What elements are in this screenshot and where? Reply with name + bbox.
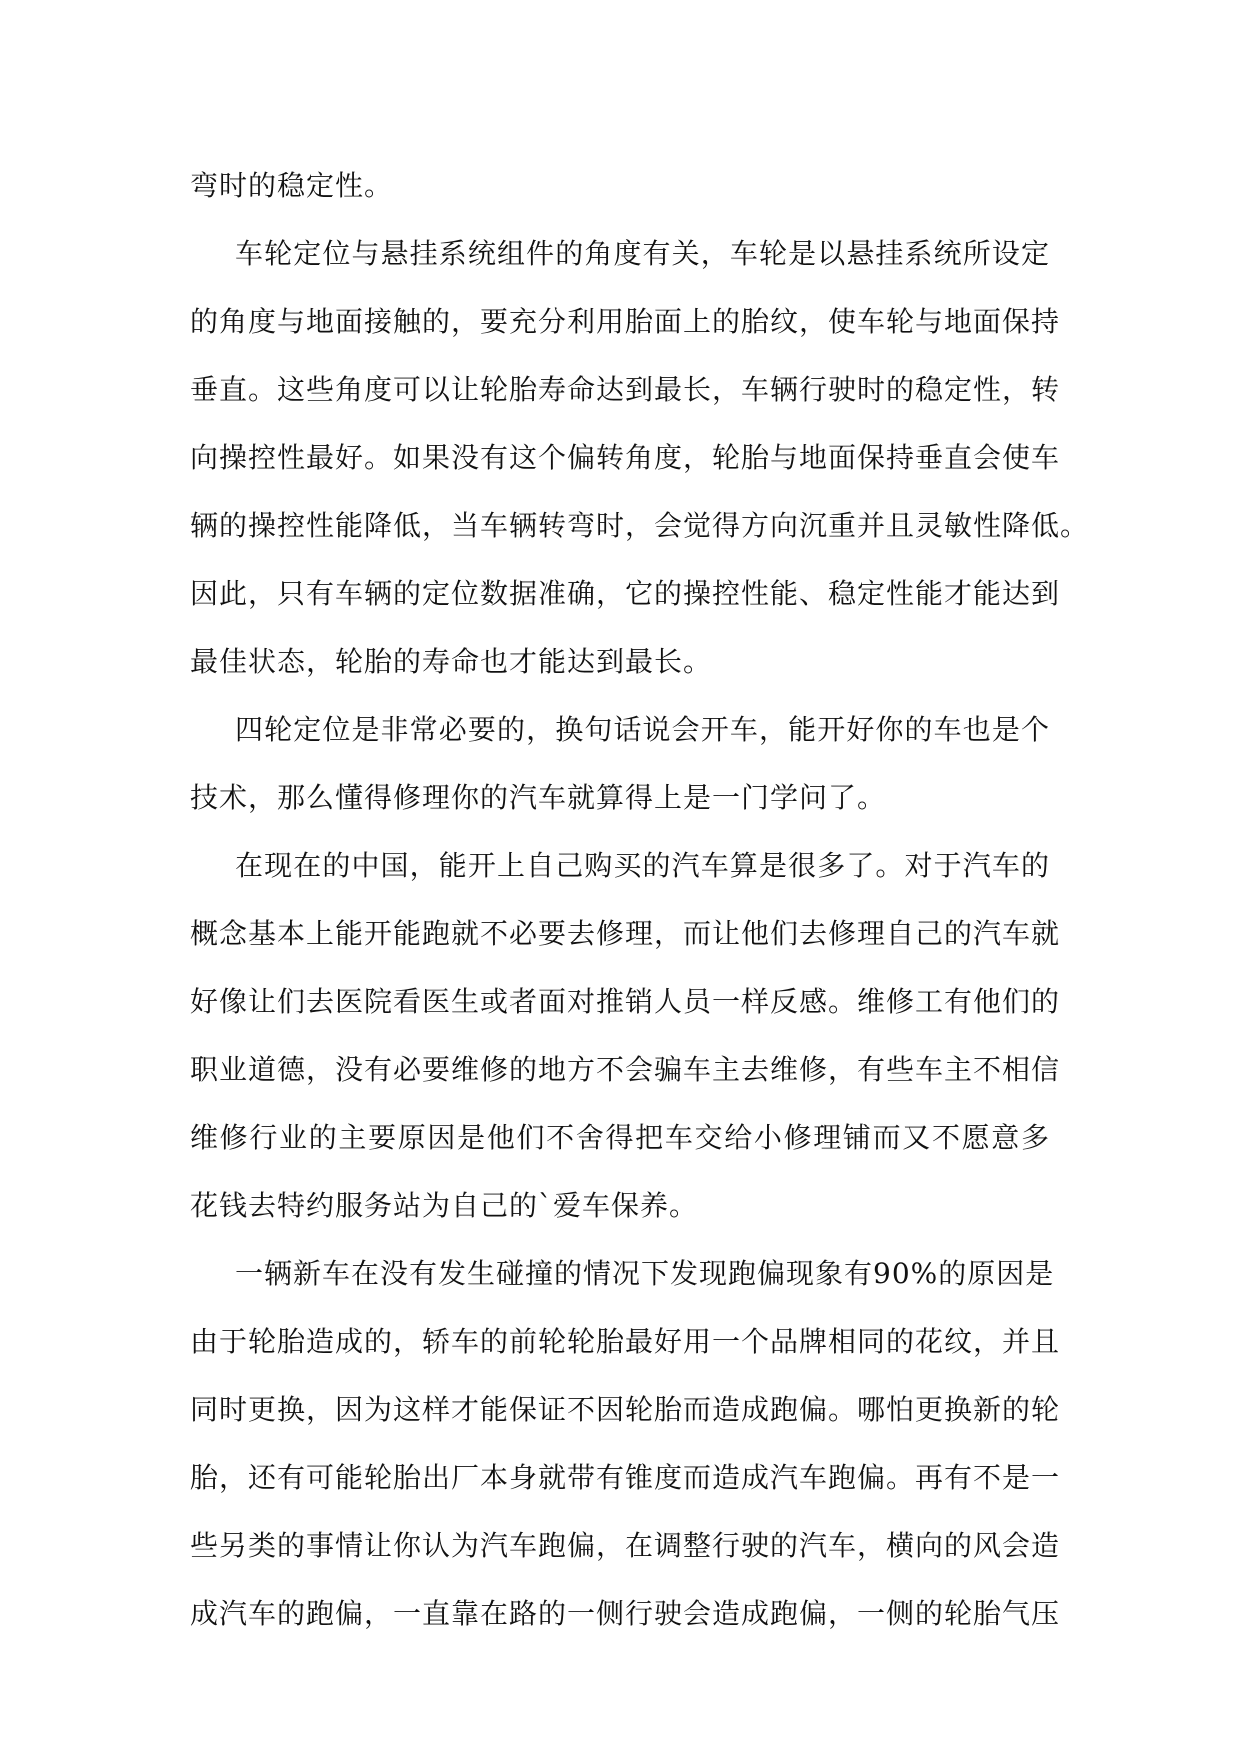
text-line: 在现在的中国，能开上自己购买的汽车算是很多了。对于汽车的 <box>235 849 1050 882</box>
text-line: 辆的操控性能降低，当车辆转弯时，会觉得方向沉重并且灵敏性降低。 <box>190 509 1090 542</box>
text-line: 成汽车的跑偏，一直靠在路的一侧行驶会造成跑偏，一侧的轮胎气压 <box>190 1597 1061 1630</box>
text-line: 好像让们去医院看医生或者面对推销人员一样反感。维修工有他们的 <box>190 985 1061 1018</box>
text-line: 职业道德，没有必要维修的地方不会骗车主去维修，有些车主不相信 <box>190 1053 1061 1086</box>
text-line: 概念基本上能开能跑就不必要去修理，而让他们去修理自己的汽车就 <box>190 917 1061 950</box>
text-line: 弯时的稳定性。 <box>190 169 394 202</box>
text-line: 由于轮胎造成的，轿车的前轮轮胎最好用一个品牌相同的花纹，并且 <box>190 1325 1061 1358</box>
document-page <box>190 152 1090 1648</box>
text-line: 最佳状态，轮胎的寿命也才能达到最长。 <box>190 645 713 678</box>
text-line: 些另类的事情让你认为汽车跑偏，在调整行驶的汽车，横向的风会造 <box>190 1529 1061 1562</box>
text-line: 技术，那么懂得修理你的汽车就算得上是一门学问了。 <box>190 781 887 814</box>
text-line: 因此，只有车辆的定位数据准确，它的操控性能、稳定性能才能达到 <box>190 577 1061 610</box>
paragraph <box>190 220 1090 696</box>
paragraph <box>190 1240 1061 1648</box>
text-line: 同时更换，因为这样才能保证不因轮胎而造成跑偏。哪怕更换新的轮 <box>190 1393 1061 1426</box>
text-line: 维修行业的主要原因是他们不舍得把车交给小修理铺而又不愿意多 <box>190 1121 1050 1154</box>
text-line: 一辆新车在没有发生碰撞的情况下发现跑偏现象有90%的原因是 <box>235 1257 1055 1290</box>
text-line: 车轮定位与悬挂系统组件的角度有关，车轮是以悬挂系统所设定 <box>235 237 1050 270</box>
paragraph <box>190 832 1061 1240</box>
text-line: 向操控性最好。如果没有这个偏转角度，轮胎与地面保持垂直会使车 <box>190 441 1061 474</box>
text-line: 的角度与地面接触的，要充分利用胎面上的胎纹，使车轮与地面保持 <box>190 305 1061 338</box>
paragraph <box>190 696 1050 832</box>
text-line: 垂直。这些角度可以让轮胎寿命达到最长，车辆行驶时的稳定性，转 <box>190 373 1061 406</box>
text-line: 花钱去特约服务站为自己的`爱车保养。 <box>190 1189 699 1222</box>
text-line: 四轮定位是非常必要的，换句话说会开车，能开好你的车也是个 <box>235 713 1050 746</box>
paragraph <box>190 152 1050 220</box>
text-line: 胎，还有可能轮胎出厂本身就带有锥度而造成汽车跑偏。再有不是一 <box>190 1461 1061 1494</box>
